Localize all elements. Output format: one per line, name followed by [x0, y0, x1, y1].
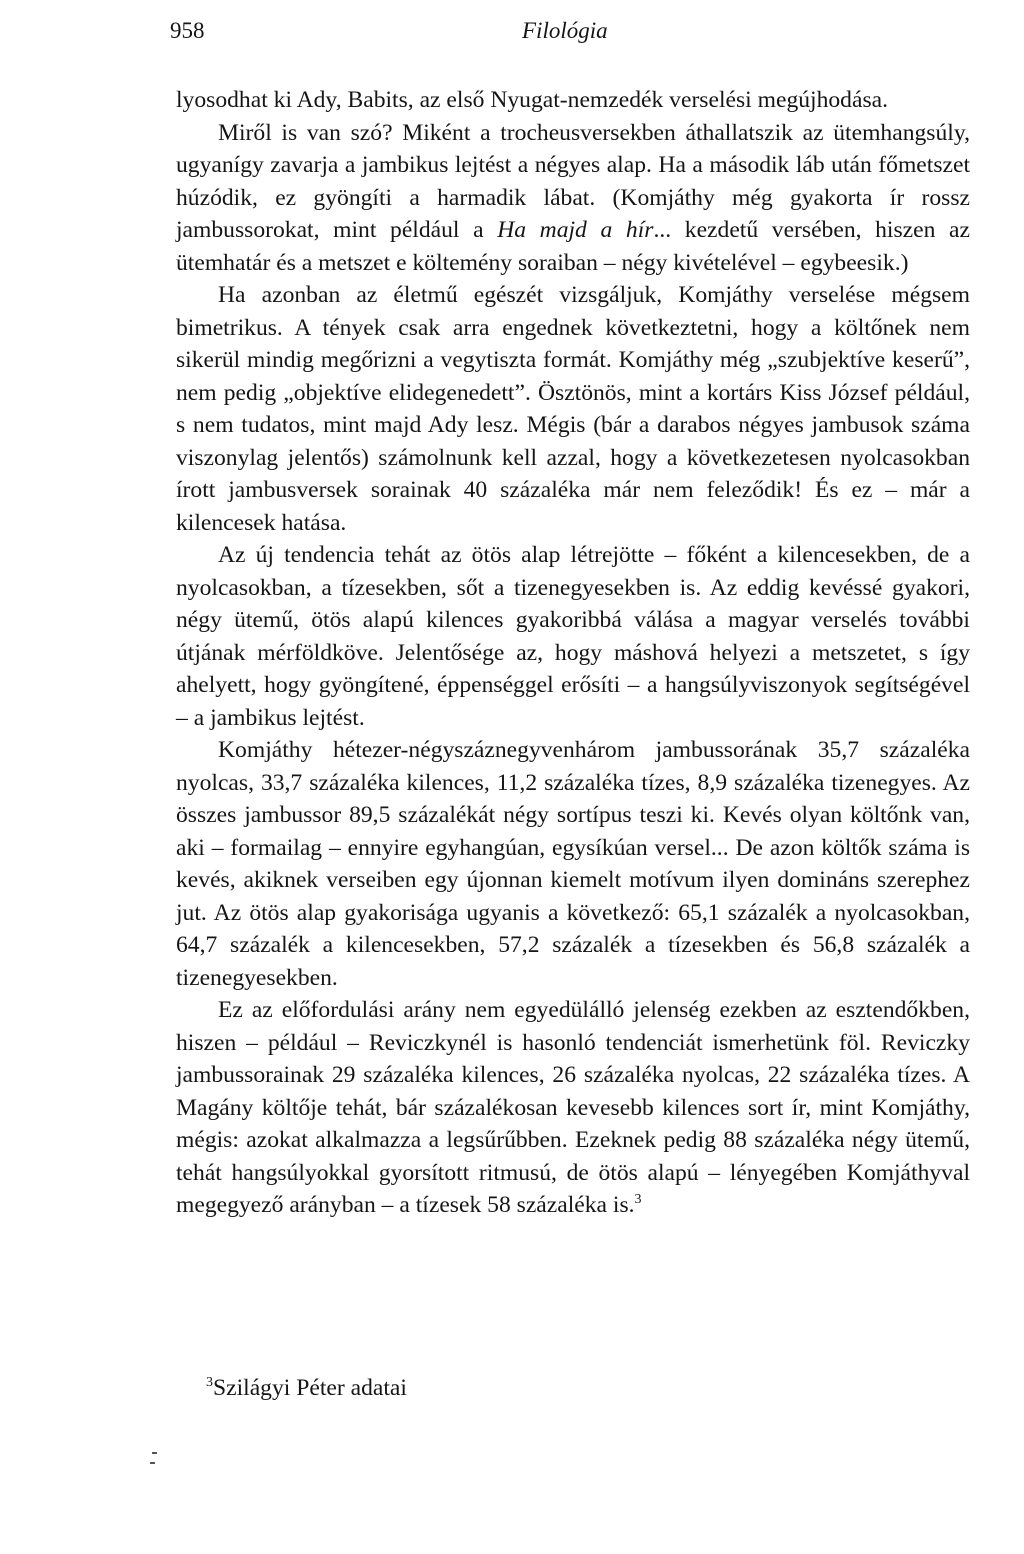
scan-mark [152, 1452, 157, 1454]
body-text [176, 84, 970, 1222]
journal-title: Filológia [522, 18, 608, 43]
running-head [170, 18, 970, 48]
paragraph-text: ... kezdetű versében, hiszen az ütemhatár és a metszet e költemény soraiban – négy kivételével – egybeesik.) [176, 217, 970, 276]
paragraph: Komjáthy hétezer-négyszáznegyvenhárom jambussorának 35,7 százaléka nyolcas, 33,7 százaléka kilences, 11,2 százaléka tízes, 8,9 százaléka tizenegyes. Az összes jambussor 89,5 százalékát négy sortípus teszi ki. Kevés olyan költőnk van, aki – formailag – ennyire egyhangúan, egysíkúan versel... De azon költők száma is kevés, akiknek verseiben egy újonnan kiemelt motívum ilyen domináns szerephez jut. Az ötös alap gyakorisága ugyanis a következő: 65,1 százalék a nyolcasokban, 64,7 százalék a kilencesekben, 57,2 százalék a tízesekben és 56,8 százalék a tizenegyesekben. [176, 737, 970, 991]
page-number: 958 [170, 18, 205, 43]
paragraph: Az új tendencia tehát az ötös alap létrejötte – főként a kilencesekben, de a nyolcasokban, a tízesekben, sőt a tizenegyesekben is. Az eddig kevéssé gyakori, négy ütemű, ötös alapú kilences gyakoribbá válása a magyar verselés további útjának mérföldköve. Jelentősége az, hogy máshová helyezi a metszetet, s így ahelyett, hogy gyöngítené, éppenséggel erősíti – a hangsúlyviszonyok segítségével – a jambikus lejtést. [176, 542, 970, 731]
paragraph: Ha azonban az életmű egészét vizsgáljuk, Komjáthy verselése mégsem bimetrikus. A tények csak arra engednek következtetni, hogy a költőnek nem sikerül mindig megőrizni a vegytiszta formát. Komjáthy még „szubjektíve keserű”, nem pedig „objektíve elidegenedett”. Ösztönös, mint a kortárs Kiss József például, s nem tudatos, mint majd Ady lesz. Mégis (bár a darabos négyes jambusok száma viszonylag jelentős) számolnunk kell azzal, hogy a következetesen nyolcasokban írott jambusversek sorainak 40 százaléka már nem feleződik! És ez – már a kilencesek hatása. [176, 282, 970, 536]
paragraph [176, 117, 970, 280]
footnote-reference: 3 [634, 1192, 642, 1207]
footnote-text: Szilágyi Péter adatai [213, 1375, 407, 1401]
paragraph-text: Ez az előfordulási arány nem egyedülálló jelenség ezekben az esztendőkben, hiszen – például – Reviczkynél is hasonló tendenciát ismerhetünk föl. Reviczky jambussorainak 29 százaléka kilences, 26 százaléka nyolcas, 22 százaléka tízes. A Magány költője tehát, bár százalékosan kevesebb kilences sort ír, mint Komjáthy, mégis: azokat alkalmazza a legsűrűbben. Ezeknek pedig 88 százaléka négy ütemű, tehát hangsúlyokkal gyorsított ritmusú, de ötös alapú – lényegében Komjáthyval megegyező arányban – a tízesek 58 százaléka is. [176, 997, 970, 1218]
footnote-marker: 3 [206, 1375, 213, 1390]
paragraph-continuation: lyosodhat ki Ady, Babits, az első Nyugat-nemzedék verselési megújhodása. [176, 87, 889, 113]
scan-mark [150, 1462, 155, 1464]
paragraph-text: Miről is van szó? Miként a trocheusversekben áthallatszik az ütemhangsúly, ugyanígy zavarja a jambikus lejtést a négyes alap. Ha a második láb után főmetszet húzódik, ez gyöngíti a harmadik lábat. (Komjáthy még gyakorta ír rossz jambussorokat, mint például a [176, 119, 970, 243]
footnote [206, 1372, 407, 1404]
paragraph [176, 994, 970, 1222]
poem-title: Ha majd a hír [497, 217, 654, 243]
